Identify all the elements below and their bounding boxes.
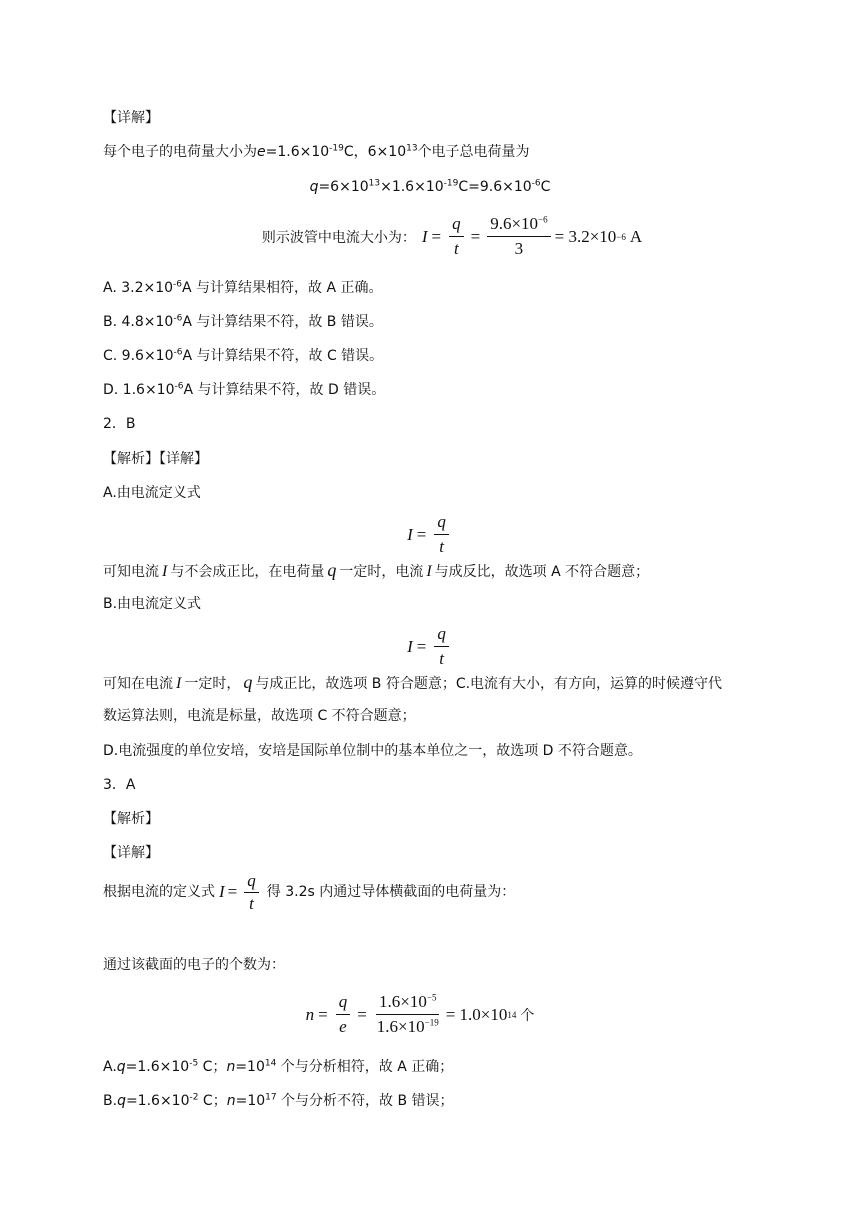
section-heading: 【解析】 — [103, 811, 159, 827]
result: = 3.2×10 — [554, 226, 617, 246]
denominator: t — [249, 893, 254, 913]
question-number: 2．B — [103, 416, 136, 432]
var-I: I — [407, 524, 413, 544]
paragraph-d: D.电流强度的单位安培，安培是国际单位制中的基本单位之一，故选项 D 不符合题意。 — [103, 743, 642, 759]
exponent: -6 — [173, 347, 183, 358]
var-q: q — [309, 179, 319, 195]
text: 得 3.2s 内通过导体横截面的电荷量为： — [266, 884, 516, 900]
option-b-line — [103, 1091, 454, 1111]
exponent: -19 — [329, 143, 344, 154]
definition-formula — [0, 624, 860, 669]
denominator: e — [339, 1017, 347, 1036]
exponent: 17 — [265, 1092, 277, 1103]
var-I: I — [176, 675, 182, 692]
fraction-q-over-t — [434, 624, 449, 669]
exponent: -6 — [173, 313, 183, 324]
text: =10 — [235, 1059, 265, 1075]
inline-formula — [219, 868, 263, 916]
option-a-line — [103, 1057, 453, 1077]
result: = 1.0×10 — [445, 1004, 508, 1024]
var-I: I — [421, 226, 428, 246]
fraction-q-over-t — [449, 214, 464, 259]
text: D. 1.6×10 — [103, 382, 175, 398]
text: =10 — [235, 1093, 266, 1109]
numerator — [487, 214, 550, 237]
exponent: −5 — [426, 992, 437, 1003]
exponent: -6 — [174, 381, 184, 392]
text: C，6×10 — [343, 144, 407, 160]
var-q: q — [243, 672, 253, 692]
equals: = — [431, 226, 442, 246]
text: ×1.6×10 — [380, 179, 444, 195]
numerator: q — [434, 624, 449, 647]
paragraph-count: 通过该截面的电子的个数为： — [103, 957, 285, 973]
fraction-q-over-t — [244, 872, 259, 913]
denominator: 3 — [514, 239, 524, 258]
text: A 与计算结果不符，故 B 错误。 — [182, 314, 383, 330]
unit: A — [629, 226, 643, 246]
option-b-label: B.由电流定义式 — [103, 596, 202, 612]
paragraph-charge — [103, 142, 530, 162]
text: 个电子总电荷量为 — [417, 144, 530, 160]
text: 9.6×10 — [490, 214, 539, 233]
equals: = — [318, 1004, 328, 1024]
text: 个与分析不符，故 B 错误； — [276, 1093, 454, 1109]
text: C； — [198, 1093, 227, 1109]
text: 与成正比，故选项 B 符合题意；C.电流有大小，有方向，运算的时候遵守代 — [255, 676, 723, 692]
numerator: q — [449, 214, 464, 237]
var-q: q — [117, 1093, 126, 1109]
text: 根据电流的定义式 — [103, 884, 215, 900]
option-line — [103, 346, 383, 366]
exponent: 14 — [264, 1058, 277, 1069]
electron-count-formula: n = $\frac{q}{e}$ = $\frac{1.6\times 10^{-5}}{1.6\times 10^{-19}}$ = 1.0×10 14 个 — [305, 992, 535, 1036]
denominator: t — [439, 537, 444, 556]
equals: = — [416, 524, 427, 544]
text: C=9.6×10 — [458, 179, 532, 195]
var-I: I — [162, 563, 168, 580]
charge-formula — [0, 177, 860, 197]
text: =1.6×10 — [265, 144, 330, 160]
fraction-q-over-e — [336, 992, 351, 1037]
exponent: -6 — [531, 178, 541, 189]
numerator: q — [244, 872, 259, 893]
text: C. 9.6×10 — [103, 348, 174, 364]
text: 一定时，电流 — [339, 564, 424, 580]
text: B. 4.8×10 — [103, 314, 174, 330]
text: =6×10 — [318, 179, 369, 195]
fraction-q-over-t — [434, 512, 449, 557]
paragraph-a — [103, 560, 649, 582]
text: 可知电流 — [103, 564, 159, 580]
paragraph-b-cont: 数运算法则，电流是标量，故选项 C 不符合题意； — [103, 708, 416, 724]
text: A. 3.2×10 — [103, 280, 174, 296]
exponent: -5 — [189, 1058, 199, 1069]
exponent: 13 — [368, 178, 381, 189]
fraction-value — [487, 214, 550, 259]
var-n: n — [226, 1093, 236, 1109]
denominator — [374, 1015, 442, 1037]
text: 1.6×10 — [379, 992, 427, 1011]
var-n: n — [226, 1059, 236, 1075]
definition-formula — [0, 512, 860, 557]
unit: 个 — [520, 1007, 535, 1024]
var-e: e — [257, 144, 266, 160]
var-q: q — [116, 1059, 126, 1075]
denominator: t — [439, 649, 444, 668]
section-heading: 【详解】 — [103, 110, 159, 126]
equals: = — [470, 226, 481, 246]
section-heading: 【解析】【详解】 — [103, 451, 208, 467]
text: 个与分析相符，故 A 正确； — [276, 1059, 454, 1075]
denominator: t — [453, 239, 459, 258]
current-formula: 则示波管中电流大小为： I = $\frac{q}{t}$ = $\frac{9.6\times 10^{-6}}{3}$ = 3.2×10 −6 A — [261, 214, 643, 258]
exponent: -6 — [173, 279, 183, 290]
var-I: I — [407, 636, 413, 656]
paragraph-definition — [103, 868, 515, 916]
option-line — [103, 278, 383, 298]
text: 1.6×10 — [376, 1017, 425, 1036]
text: =1.6×10 — [125, 1059, 190, 1075]
equals: = — [416, 636, 427, 656]
text: A 与计算结果不符，故 D 错误。 — [183, 382, 386, 398]
text: 与不会成正比，在电荷量 — [170, 564, 325, 580]
var-I: I — [426, 563, 432, 580]
var-q: q — [327, 560, 337, 580]
option-line — [103, 312, 383, 332]
text: B. — [103, 1093, 118, 1109]
text: C — [540, 179, 551, 195]
text: 每个电子的电荷量大小为 — [103, 144, 257, 160]
exponent: −6 — [538, 214, 548, 225]
text: 可知在电流 — [103, 676, 173, 692]
text: A 与计算结果相符，故 A 正确。 — [182, 280, 383, 296]
fraction-value — [374, 992, 442, 1037]
text: C； — [198, 1059, 227, 1075]
text: =1.6×10 — [125, 1093, 190, 1109]
equals: = — [357, 1004, 367, 1024]
text: A 与计算结果不符，故 C 错误。 — [182, 348, 384, 364]
question-number: 3．A — [103, 777, 136, 793]
option-a-label: A.由电流定义式 — [103, 485, 201, 501]
paragraph-b — [103, 672, 722, 694]
exponent: 13 — [406, 143, 418, 154]
var-I: I — [219, 882, 225, 901]
equals: = — [227, 882, 238, 901]
numerator: q — [336, 992, 351, 1015]
exponent: -19 — [443, 178, 459, 189]
numerator — [376, 992, 439, 1015]
text: 则示波管中电流大小为： — [261, 229, 416, 246]
text: A. — [103, 1059, 117, 1075]
exponent: −19 — [424, 1017, 439, 1028]
section-heading: 【详解】 — [103, 845, 159, 861]
option-line — [103, 380, 385, 400]
text: 与成反比，故选项 A 不符合题意； — [434, 564, 650, 580]
text: 一定时， — [184, 676, 241, 692]
var-n: n — [305, 1004, 315, 1024]
numerator: q — [434, 512, 449, 535]
exponent: -2 — [189, 1092, 199, 1103]
